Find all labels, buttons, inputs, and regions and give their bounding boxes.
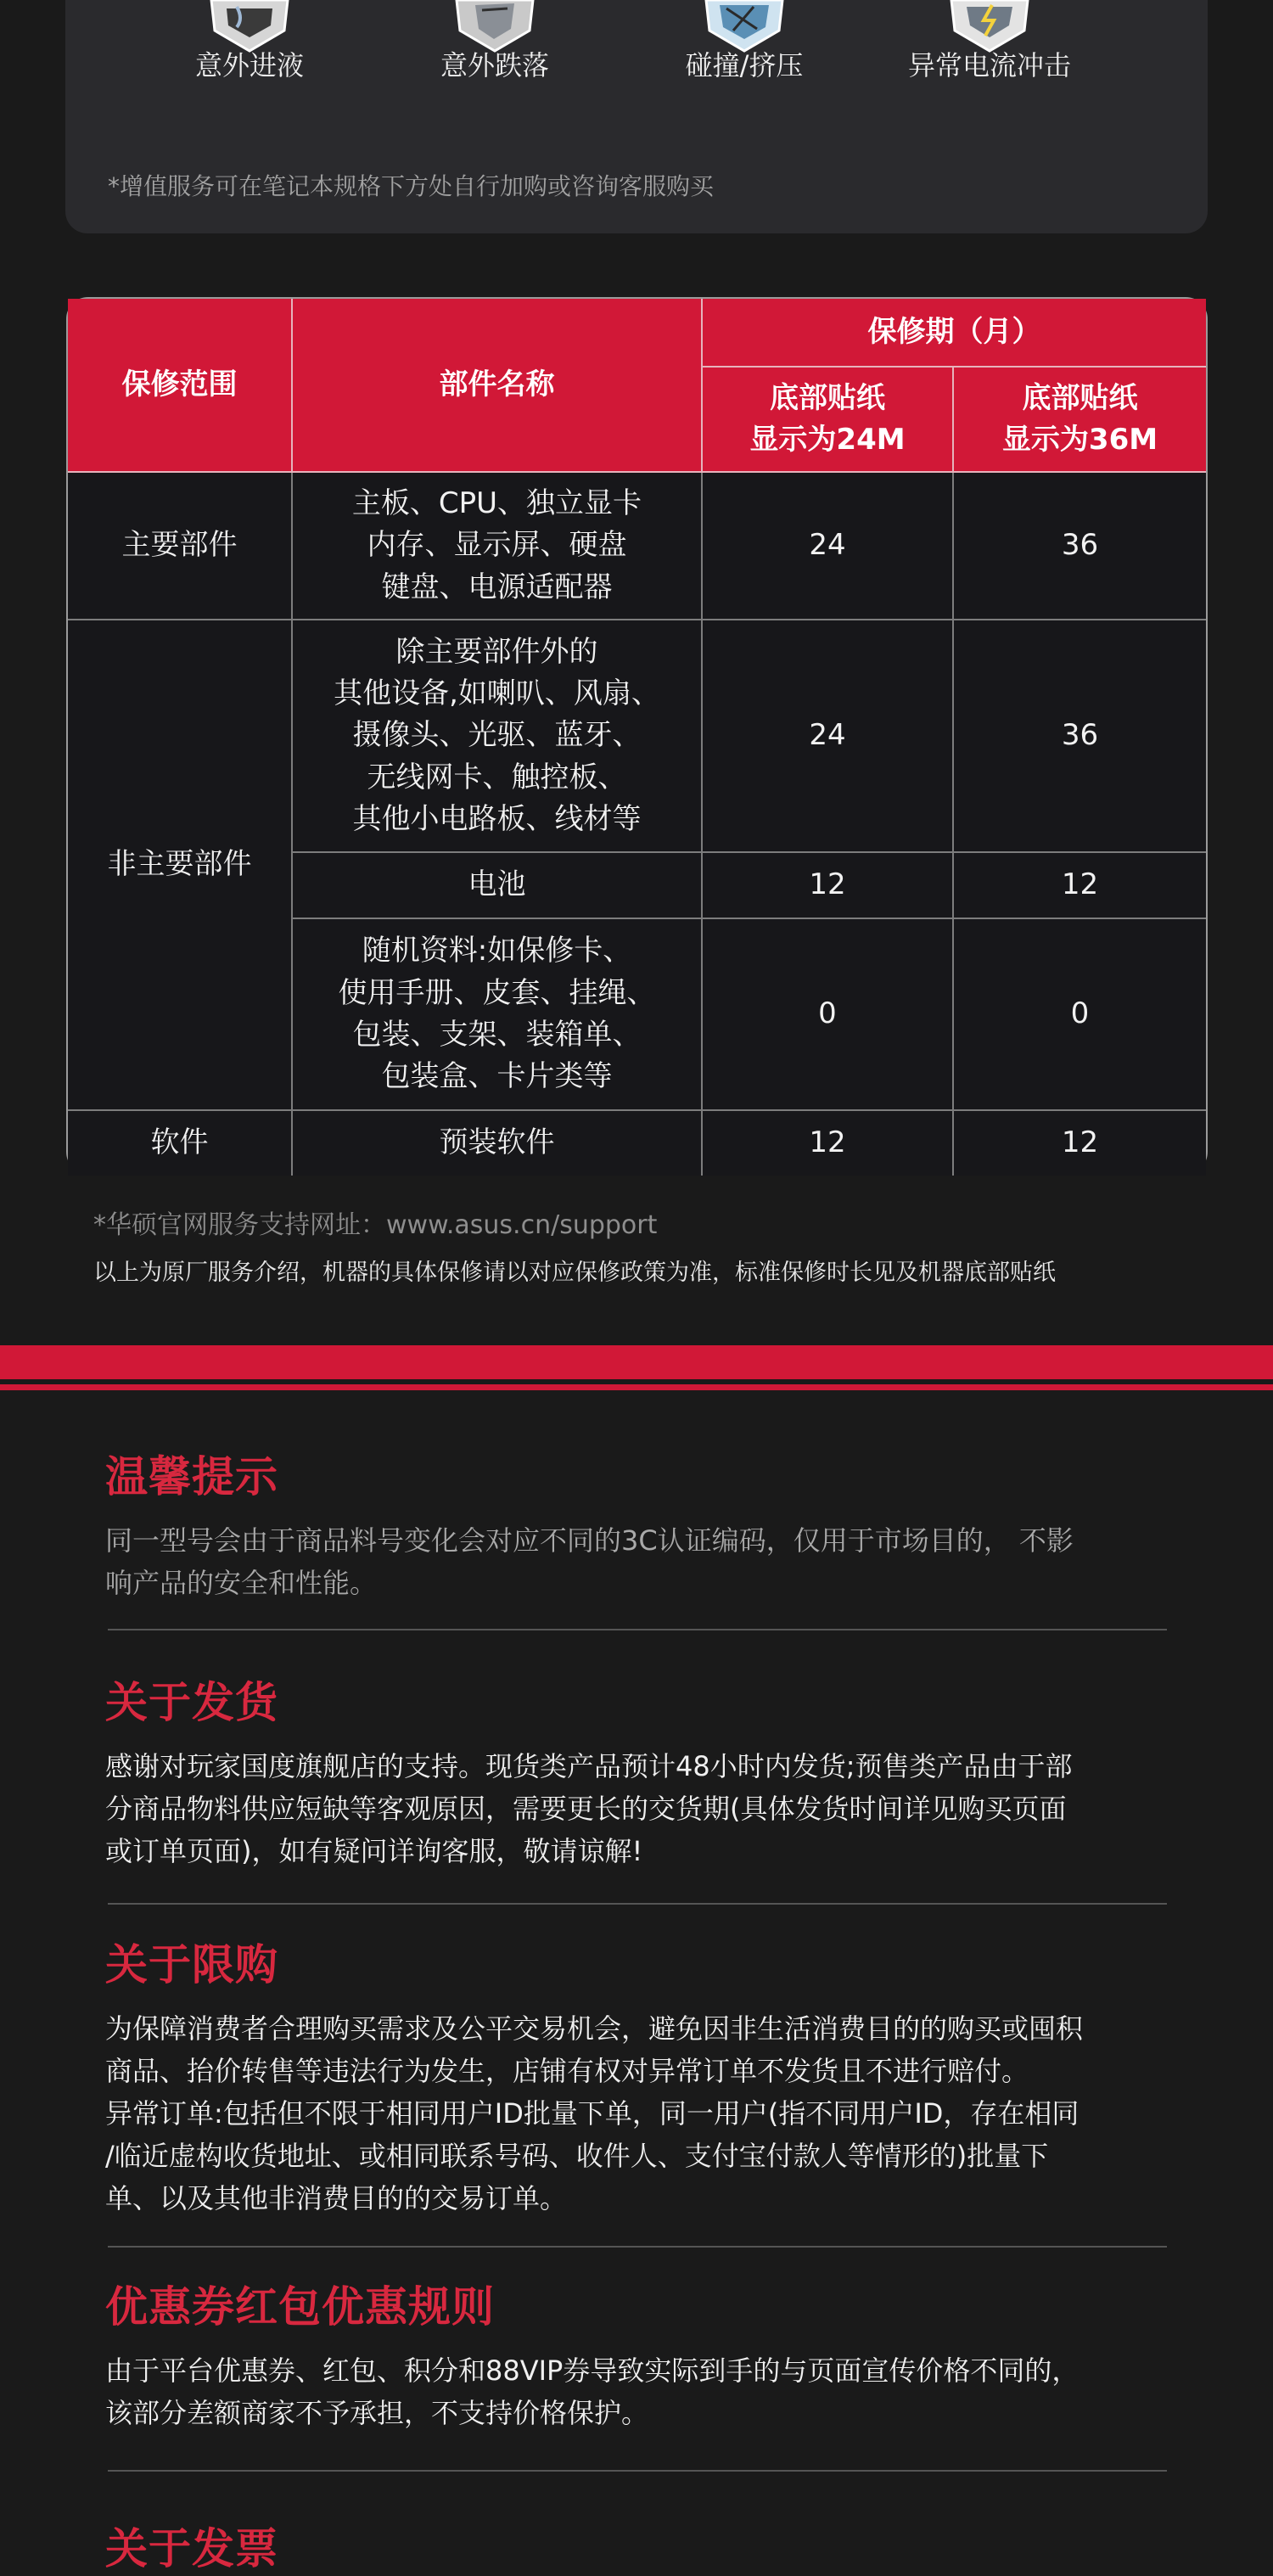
section-divider	[108, 1903, 1167, 1905]
table-row	[68, 1110, 1206, 1176]
header-warranty-period: 保修期（月）	[702, 299, 1206, 367]
damage-label: 异常电流冲击	[907, 49, 1071, 81]
cell-scope: 主要部件	[68, 472, 292, 620]
notice-body: 由于平台优惠券、红包、积分和88VIP券导致实际到手的与页面宣传价格不同的， 该部分差额商家不予承担，不支持价格保护。	[105, 2354, 1080, 2429]
red-band-thin-line	[0, 1384, 1273, 1390]
damage-item-drop	[410, 0, 580, 85]
cell-scope: 软件	[68, 1110, 292, 1176]
notice-title: 温馨提示	[105, 1452, 278, 1501]
cell-part: 预装软件	[292, 1110, 702, 1176]
cell-months-24: 0	[702, 918, 953, 1110]
cell-months-24: 24	[702, 620, 953, 852]
header-warranty-scope: 保修范围	[68, 299, 292, 472]
section-divider	[108, 1629, 1167, 1630]
damage-label: 意外跌落	[440, 49, 549, 81]
notice-purchase-limit	[105, 1931, 1168, 2220]
cell-months-36: 36	[953, 472, 1206, 620]
notice-body: 为保障消费者合理购买需求及公平交易机会，避免因非生活消费目的的购买或囤积 商品、抬价转售等违法行为发生，店铺有权对异常订单不发货且不进行赔付。 异常订单:包括但不限于相同用户ID批量下单，同一用户(指不同用户ID，存在相同 /临近虚构收货地址、或相同联系号码、收件人、支付宝付款人等情形的)批量下 单、以及其他非消费目的的交易订单。	[105, 2012, 1084, 2214]
service-purchase-note: *增值服务可在笔记本规格下方处自行加购或咨询客服购买	[108, 172, 715, 200]
table-row	[68, 620, 1206, 852]
cell-part: 主板、CPU、独立显卡 内存、显示屏、硬盘 键盘、电源适配器	[292, 472, 702, 620]
notice-tips	[105, 1443, 1168, 1604]
section-divider	[108, 2470, 1167, 2472]
damage-item-liquid	[165, 0, 334, 85]
cell-months-36: 36	[953, 620, 1206, 852]
cell-part: 电池	[292, 852, 702, 918]
header-sticker-36m: 底部贴纸 显示为36M	[953, 367, 1206, 472]
cell-part: 除主要部件外的 其他设备,如喇叭、风扇、 摄像头、光驱、蓝牙、 无线网卡、触控板、 其他小电路板、线材等	[292, 620, 702, 852]
section-divider	[108, 2246, 1167, 2248]
cell-months-36: 12	[953, 1110, 1206, 1176]
header-sticker-24m: 底部贴纸 显示为24M	[702, 367, 953, 472]
cell-months-36: 0	[953, 918, 1206, 1110]
notice-invoice	[105, 2515, 1168, 2576]
header-part-name: 部件名称	[292, 299, 702, 472]
damage-label: 意外进液	[194, 49, 304, 81]
damage-label: 碰撞/挤压	[685, 49, 804, 81]
table-row	[68, 472, 1206, 620]
cell-months-24: 24	[702, 472, 953, 620]
cell-part: 随机资料:如保修卡、 使用手册、皮套、挂绳、 包装、支架、装箱单、 包装盒、卡片类等	[292, 918, 702, 1110]
cell-months-36: 12	[953, 852, 1206, 918]
notice-coupon	[105, 2273, 1168, 2434]
accidental-damage-card	[65, 0, 1208, 233]
notice-title: 关于发货	[105, 1678, 278, 1727]
notice-shipping	[105, 1669, 1168, 1872]
cell-months-24: 12	[702, 1110, 953, 1176]
damage-item-surge	[905, 0, 1074, 85]
support-url-note: *华硕官网服务支持网址：www.asus.cn/support	[93, 1210, 658, 1240]
warranty-policy-note: 以上为原厂服务介绍，机器的具体保修请以对应保修政策为准，标准保修时长见及机器底部贴纸	[93, 1260, 1056, 1286]
cell-months-24: 12	[702, 852, 953, 918]
warranty-table	[66, 297, 1208, 1174]
damage-item-crush	[659, 0, 829, 85]
notice-title: 关于限购	[105, 1940, 278, 1990]
notice-title: 优惠券红包优惠规则	[105, 2282, 495, 2332]
notice-body: 感谢对玩家国度旗舰店的支持。现货类产品预计48小时内发货;预售类产品由于部 分商品物料供应短缺等客观原因，需要更长的交货期(具体发货时间详见购买页面 或订单页面)，如有疑问详询客服，敬请谅解!	[105, 1750, 1073, 1867]
cell-scope: 非主要部件	[68, 620, 292, 1110]
red-band-divider	[0, 1345, 1273, 1379]
notice-body: 同一型号会由于商品料号变化会对应不同的3C认证编码，仅用于市场目的， 不影 响产品的安全和性能。	[105, 1524, 1074, 1599]
notice-title: 关于发票	[105, 2524, 278, 2573]
